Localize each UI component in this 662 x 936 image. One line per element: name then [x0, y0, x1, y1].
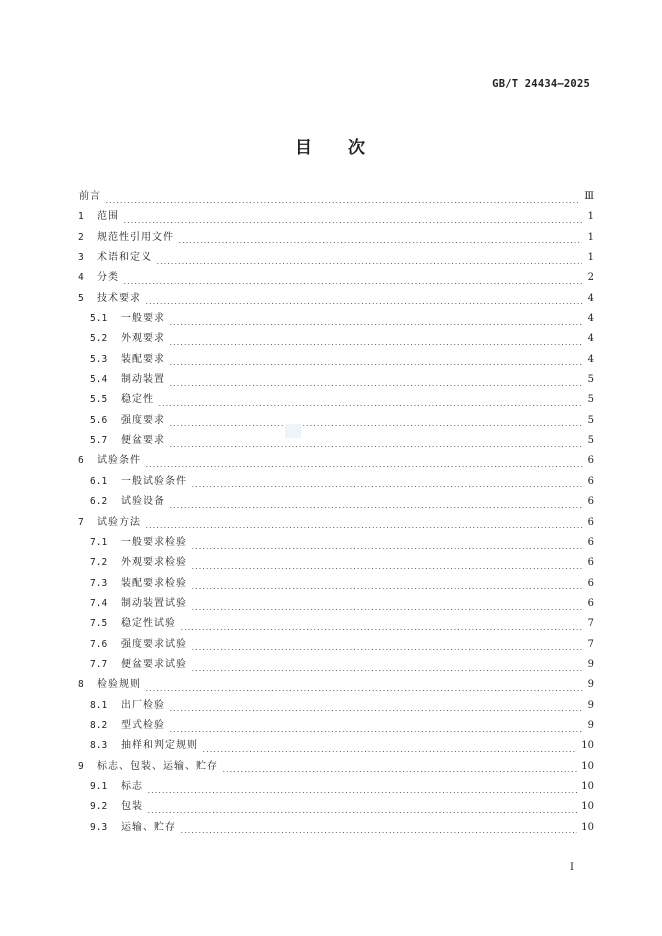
- toc-entry[interactable]: [78, 434, 594, 454]
- toc-leader-dots: [156, 263, 582, 264]
- toc-leader-dots: [105, 202, 580, 203]
- toc-entry-page: 6: [587, 496, 594, 508]
- toc-entry-label: 检验规则: [97, 679, 141, 691]
- toc-entry-label: 装配要求: [121, 353, 165, 365]
- toc-leader-dots: [180, 832, 577, 833]
- toc-entry-page: Ⅲ: [584, 191, 594, 202]
- toc-entry-page: 9: [587, 658, 594, 670]
- toc-entry[interactable]: [78, 821, 594, 841]
- toc-entry-number: 5.3: [90, 353, 108, 365]
- toc-entry-label: 稳定性: [121, 394, 154, 406]
- toc-entry-label: 制动装置: [121, 374, 165, 386]
- toc-entry-label: 便盆要求试验: [121, 658, 187, 670]
- toc-entry-label: 前言: [79, 191, 101, 202]
- toc-entry-number: 5: [78, 292, 84, 304]
- toc-entry[interactable]: [78, 312, 594, 332]
- toc-leader-dots: [169, 710, 582, 711]
- toc-leader-dots: [191, 670, 582, 671]
- toc-entry-page: 6: [587, 455, 594, 467]
- toc-entry-number: 7.5: [90, 618, 108, 630]
- toc-entry[interactable]: [78, 739, 594, 759]
- toc-entry-page: 10: [581, 740, 594, 752]
- toc-leader-dots: [147, 812, 577, 813]
- toc-entry-number: 2: [78, 231, 84, 243]
- toc-leader-dots: [158, 405, 582, 406]
- toc-entry-label: 抽样和判定规则: [121, 740, 198, 752]
- table-of-contents: [78, 190, 594, 841]
- toc-entry[interactable]: [78, 617, 594, 637]
- toc-entry-page: 6: [587, 557, 594, 569]
- toc-entry-label: 型式检验: [121, 719, 165, 731]
- toc-entry[interactable]: [78, 373, 594, 393]
- toc-entry-label: 外观要求: [121, 333, 165, 345]
- toc-entry[interactable]: [78, 190, 594, 210]
- toc-entry-label: 包装: [121, 801, 143, 813]
- toc-entry[interactable]: [78, 292, 594, 312]
- toc-entry-page: 1: [587, 231, 594, 243]
- toc-entry[interactable]: [78, 251, 594, 271]
- toc-entry[interactable]: [78, 658, 594, 678]
- toc-leader-dots: [147, 792, 577, 793]
- toc-leader-dots: [191, 568, 582, 569]
- toc-entry-number: 5.2: [90, 333, 108, 345]
- toc-entry-label: 分类: [97, 272, 119, 284]
- toc-entry-page: 6: [587, 516, 594, 528]
- toc-entry-label: 标志: [121, 780, 143, 792]
- toc-entry-page: 9: [587, 679, 594, 691]
- toc-entry-page: 9: [587, 699, 594, 711]
- toc-entry-page: 10: [581, 780, 594, 792]
- toc-entry-page: 5: [587, 435, 594, 447]
- toc-entry[interactable]: [78, 719, 594, 739]
- toc-leader-dots: [169, 425, 582, 426]
- toc-entry-page: 7: [587, 638, 594, 650]
- toc-entry-number: 6.1: [90, 475, 108, 487]
- toc-entry-label: 运输、贮存: [121, 821, 176, 833]
- toc-leader-dots: [169, 446, 582, 447]
- toc-leader-dots: [191, 548, 582, 549]
- toc-entry[interactable]: [78, 495, 594, 515]
- toc-entry-label: 强度要求试验: [121, 638, 187, 650]
- toc-entry-number: 8: [78, 679, 84, 691]
- toc-leader-dots: [191, 588, 582, 589]
- toc-leader-dots: [169, 731, 582, 732]
- toc-entry-label: 出厂检验: [121, 699, 165, 711]
- toc-entry-label: 外观要求检验: [121, 557, 187, 569]
- toc-entry[interactable]: [78, 414, 594, 434]
- toc-entry-label: 术语和定义: [97, 252, 152, 264]
- toc-leader-dots: [169, 385, 582, 386]
- toc-entry-page: 6: [587, 475, 594, 487]
- toc-entry-label: 一般要求: [121, 313, 165, 325]
- toc-entry[interactable]: [78, 678, 594, 698]
- toc-leader-dots: [178, 242, 582, 243]
- toc-entry[interactable]: [78, 271, 594, 291]
- toc-entry-label: 标志、包装、运输、贮存: [97, 760, 218, 772]
- toc-entry-page: 4: [587, 353, 594, 365]
- toc-entry-page: 4: [587, 292, 594, 304]
- toc-entry[interactable]: [78, 536, 594, 556]
- toc-leader-dots: [180, 629, 582, 630]
- toc-entry-label: 试验设备: [121, 496, 165, 508]
- toc-entry-number: 7.7: [90, 658, 108, 670]
- standard-code: GB/T 24434—2025: [492, 78, 590, 90]
- toc-entry-page: 7: [587, 618, 594, 630]
- toc-entry-number: 7: [78, 516, 84, 528]
- toc-entry[interactable]: [78, 800, 594, 820]
- toc-entry-page: 5: [587, 414, 594, 426]
- toc-entry-label: 范围: [97, 211, 119, 223]
- toc-entry[interactable]: [78, 780, 594, 800]
- toc-leader-dots: [169, 364, 582, 365]
- toc-entry-page: 1: [587, 252, 594, 264]
- toc-entry-page: 5: [587, 394, 594, 406]
- toc-entry-label: 制动装置试验: [121, 597, 187, 609]
- toc-entry[interactable]: [78, 699, 594, 719]
- toc-entry-number: 5.4: [90, 374, 108, 386]
- toc-entry-number: 7.2: [90, 557, 108, 569]
- toc-entry-label: 稳定性试验: [121, 618, 176, 630]
- toc-entry[interactable]: [78, 577, 594, 597]
- toc-entry[interactable]: [78, 556, 594, 576]
- toc-entry-page: 4: [587, 313, 594, 325]
- toc-leader-dots: [123, 222, 582, 223]
- toc-entry-number: 4: [78, 272, 84, 284]
- toc-leader-dots: [222, 771, 577, 772]
- toc-entry[interactable]: [78, 353, 594, 373]
- toc-leader-dots: [145, 303, 582, 304]
- toc-entry-label: 一般要求检验: [121, 536, 187, 548]
- toc-entry-label: 装配要求检验: [121, 577, 187, 589]
- toc-entry-page: 6: [587, 577, 594, 589]
- toc-entry[interactable]: [78, 332, 594, 352]
- toc-entry-number: 7.4: [90, 597, 108, 609]
- toc-entry-label: 试验方法: [97, 516, 141, 528]
- toc-entry-number: 5.7: [90, 435, 108, 447]
- toc-entry-page: 6: [587, 536, 594, 548]
- toc-entry-number: 1: [78, 211, 84, 223]
- toc-entry-page: 6: [587, 597, 594, 609]
- toc-entry[interactable]: [78, 760, 594, 780]
- toc-leader-dots: [169, 344, 582, 345]
- toc-leader-dots: [191, 649, 582, 650]
- toc-entry-page: 4: [587, 333, 594, 345]
- title-char-1: 目: [295, 138, 314, 158]
- toc-leader-dots: [145, 690, 582, 691]
- toc-entry-number: 6.2: [90, 496, 108, 508]
- watermark-mark: [285, 424, 301, 438]
- page-number: I: [570, 862, 574, 873]
- toc-entry-number: 8.3: [90, 740, 108, 752]
- toc-entry-page: 10: [581, 801, 594, 813]
- toc-leader-dots: [169, 507, 582, 508]
- toc-entry-number: 6: [78, 455, 84, 467]
- toc-leader-dots: [145, 466, 582, 467]
- toc-entry-label: 试验条件: [97, 455, 141, 467]
- toc-entry-number: 5.1: [90, 313, 108, 325]
- toc-entry-number: 5.6: [90, 414, 108, 426]
- toc-entry-number: 8.1: [90, 699, 108, 711]
- toc-entry-label: 强度要求: [121, 414, 165, 426]
- toc-entry[interactable]: [78, 454, 594, 474]
- toc-entry-label: 规范性引用文件: [97, 231, 174, 243]
- toc-entry-number: 5.5: [90, 394, 108, 406]
- title-char-2: 次: [348, 138, 367, 158]
- toc-leader-dots: [123, 283, 582, 284]
- toc-entry-page: 9: [587, 719, 594, 731]
- toc-entry-number: 9.3: [90, 821, 108, 833]
- toc-entry-page: 2: [587, 272, 594, 284]
- toc-leader-dots: [169, 324, 582, 325]
- toc-entry-number: 9.2: [90, 801, 108, 813]
- toc-entry[interactable]: [78, 597, 594, 617]
- toc-entry[interactable]: [78, 393, 594, 413]
- toc-entry-number: 7.1: [90, 536, 108, 548]
- toc-entry-number: 7.3: [90, 577, 108, 589]
- toc-entry-page: 5: [587, 374, 594, 386]
- toc-leader-dots: [145, 527, 582, 528]
- toc-entry-page: 10: [581, 821, 594, 833]
- toc-entry[interactable]: [78, 516, 594, 536]
- toc-leader-dots: [191, 609, 582, 610]
- toc-entry-number: 3: [78, 252, 84, 264]
- toc-entry-number: 9.1: [90, 780, 108, 792]
- toc-entry[interactable]: [78, 638, 594, 658]
- page-title: [0, 133, 662, 158]
- toc-leader-dots: [191, 486, 582, 487]
- toc-entry[interactable]: [78, 231, 594, 251]
- toc-entry-page: 1: [587, 211, 594, 223]
- toc-entry-label: 便盆要求: [121, 435, 165, 447]
- toc-entry-number: 7.6: [90, 638, 108, 650]
- toc-entry[interactable]: [78, 210, 594, 230]
- toc-entry-number: 8.2: [90, 719, 108, 731]
- toc-entry-label: 一般试验条件: [121, 475, 187, 487]
- toc-entry-label: 技术要求: [97, 292, 141, 304]
- toc-entry[interactable]: [78, 475, 594, 495]
- toc-entry-number: 9: [78, 760, 84, 772]
- toc-leader-dots: [202, 751, 577, 752]
- toc-entry-page: 10: [581, 760, 594, 772]
